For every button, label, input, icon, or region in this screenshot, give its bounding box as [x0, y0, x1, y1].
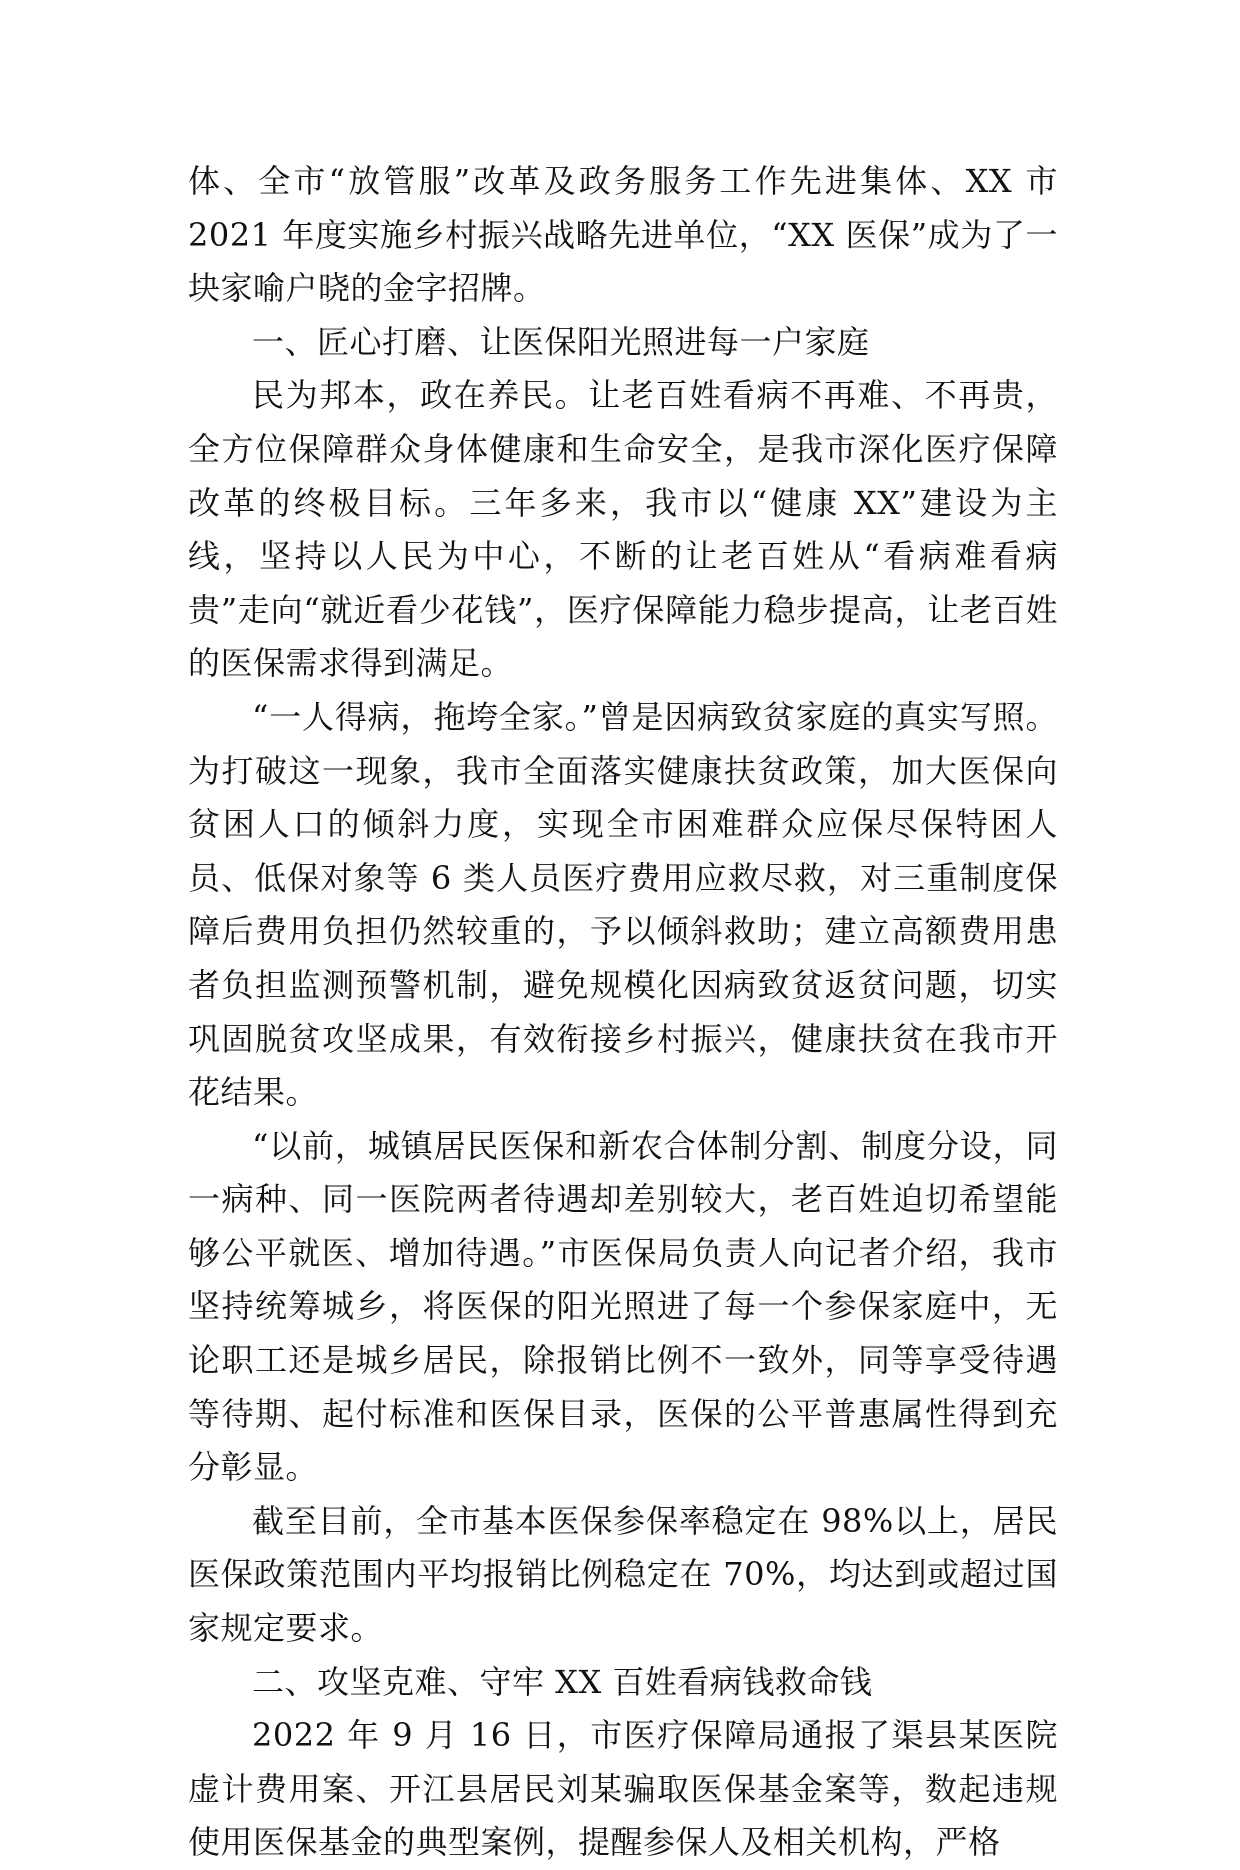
paragraph: 截至目前，全市基本医保参保率稳定在 98%以上，居民医保政策范围内平均报销比例稳定在 70%，均达到或超过国家规定要求。: [188, 1501, 1058, 1648]
section-heading-1: 一、匠心打磨、让医保阳光照进每一户家庭: [252, 322, 870, 361]
paragraph: “一人得病，拖垮全家。”曾是因病致贫家庭的真实写照。为打破这一现象，我市全面落实健康扶贫政策，加大医保向贫困人口的倾斜力度，实现全市困难群众应保尽保特困人员、低保对象等 6 类人员医疗费用应救尽救，对三重制度保障后费用负担仍然较重的，予以倾斜救助；建立高额费用患者负担监测预警机制，避免规模化因病致贫返贫问题，切实巩固脱贫攻坚成果，有效衔接乡村振兴，健康扶贫在我市开花结果。: [188, 697, 1058, 1112]
paragraph: 2022 年 9 月 16 日，市医疗保障局通报了渠县某医院虚计费用案、开江县居民刘某骗取医保基金案等，数起违规使用医保基金的典型案例，提醒参保人及相关机构，严格: [188, 1716, 1058, 1862]
paragraph-continuation: 体、全市“放管服”改革及政务服务工作先进集体、XX 市 2021 年度实施乡村振兴战略先进单位，“XX 医保”成为了一块家喻户晓的金字招牌。: [188, 162, 1058, 308]
article-body: [188, 155, 1058, 1870]
section-heading-2: 二、攻坚克难、守牢 XX 百姓看病钱救命钱: [252, 1662, 873, 1701]
paragraph: “以前，城镇居民医保和新农合体制分割、制度分设，同一病种、同一医院两者待遇却差别较大，老百姓迫切希望能够公平就医、增加待遇。”市医保局负责人向记者介绍，我市坚持统筹城乡，将医保的阳光照进了每一个参保家庭中，无论职工还是城乡居民，除报销比例不一致外，同等享受待遇等待期、起付标准和医保目录，医保的公平普惠属性得到充分彰显。: [188, 1126, 1058, 1487]
paragraph: 民为邦本，政在养民。让老百姓看病不再难、不再贵，全方位保障群众身体健康和生命安全，是我市深化医疗保障改革的终极目标。三年多来，我市以“健康 XX”建设为主线，坚持以人民为中心，不断的让老百姓从“看病难看病贵”走向“就近看少花钱”，医疗保障能力稳步提高，让老百姓的医保需求得到满足。: [188, 376, 1058, 683]
